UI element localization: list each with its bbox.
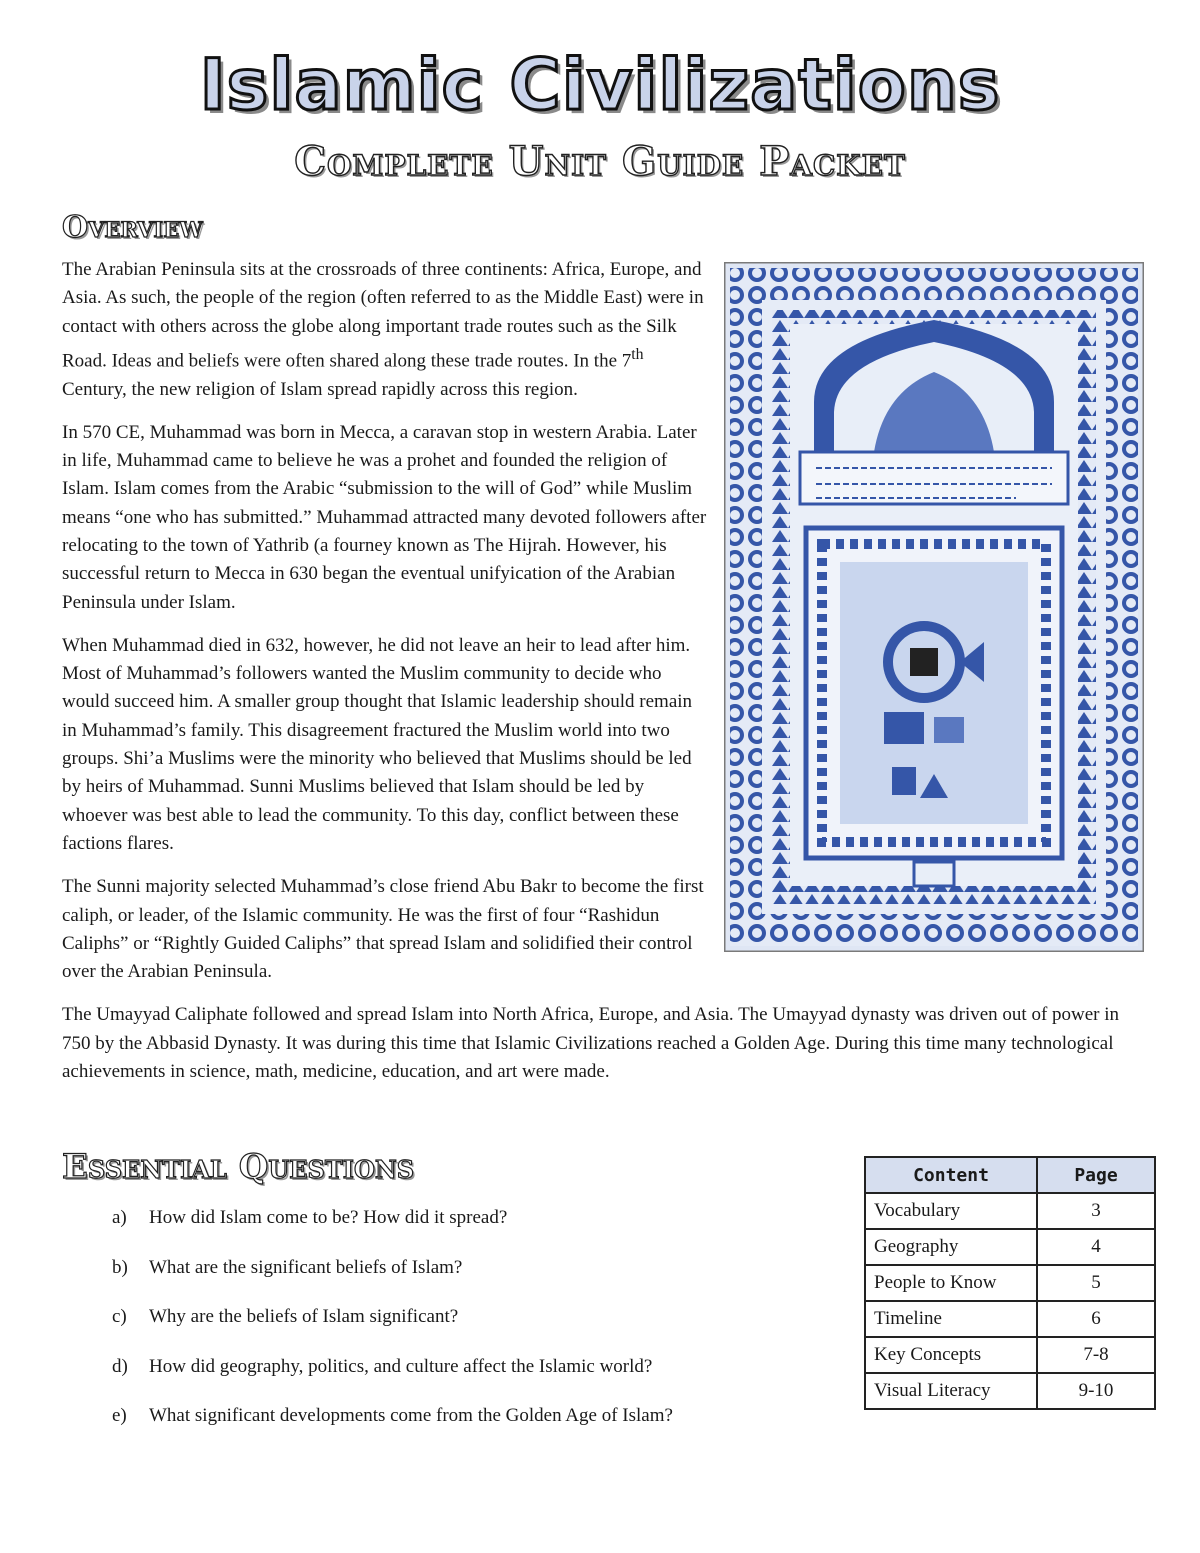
question-letter: a) [112, 1207, 127, 1228]
table-row [865, 1301, 1155, 1337]
content-column-header: Content [865, 1157, 1037, 1193]
list-item [112, 1303, 812, 1331]
question-text: How did Islam come to be? How did it spread? [149, 1207, 508, 1228]
list-item [112, 1402, 812, 1430]
content-cell: Timeline [865, 1301, 1037, 1337]
content-cell: People to Know [865, 1265, 1037, 1301]
question-text: What significant developments come from the Golden Age of Islam? [149, 1405, 673, 1426]
list-item [112, 1254, 812, 1282]
overview-paragraph-3: When Muhammad died in 632, however, he did not leave an heir to lead after him. Most of Muhammad’s followers wanted the Muslim community to decide who would succeed him. A smaller group thought that Islamic leadership should remain in Muhammad’s family. This disagreement fractured the Muslim world into two groups. Shi’a Muslims were the minority who believed that Muslims should be led by heirs of Muhammad. Sunni Muslims believed that Islam should be led by whoever was best able to lead the community. To this day, conflict between these factions flares. [62, 634, 693, 854]
overview-paragraph-2: In 570 CE, Muhammad was born in Mecca, a caravan stop in western Arabia. Later in life, Muhammad came to believe he was a prohet and founded the religion of Islam. Islam comes from the Arabic “submission to the will of God” while Muslim means “one who has submitted.” Muhammad attracted many devoted followers after relocating to the town of Yathrib (a fourney known as The Hijrah. However, his successful return to Mecca in 630 began the eventual unifyication of the Arabian Peninsula under Islam. [62, 421, 707, 613]
page-cell: 4 [1037, 1229, 1155, 1265]
table-row [865, 1373, 1155, 1409]
content-cell: Vocabulary [865, 1193, 1037, 1229]
list-item [112, 1204, 812, 1232]
table-header-row [865, 1157, 1155, 1193]
page-cell: 5 [1037, 1265, 1155, 1301]
list-item [112, 1353, 812, 1381]
question-text: How did geography, politics, and culture affect the Islamic world? [149, 1355, 653, 1377]
contents-table [864, 1156, 1156, 1410]
ordinal-suffix: th [631, 345, 644, 363]
essential-questions-list [112, 1204, 812, 1452]
question-letter: e) [112, 1405, 127, 1426]
essential-questions-heading: Essential Questions [62, 1147, 415, 1187]
table-row [865, 1265, 1155, 1301]
overview-p1-start: The Arabian Peninsula sits at the crossroads of three continents: Africa, Europe, and Asia. As such, the people of the region (often referred to as the Middle East) were in contact with others across the globe along important trade routes such as the Silk Road. Ideas and beliefs were often shared along these trade routes. In the 7 [62, 259, 704, 372]
page-title: Islamic Civilizations [199, 44, 1001, 126]
overview-paragraph-4: The Sunni majority selected Muhammad’s close friend Abu Bakr to become the first caliph, or leader, of the Islamic community. He was the first of four “Rashidun Caliphs” or “Rightly Guided Caliphs” that spread Islam and solidified their control over the Arabian Peninsula. [62, 876, 704, 983]
overview-paragraph-5: The Umayyad Caliphate followed and spread Islam into North Africa, Europe, and Asia. The Umayyad dynasty was driven out of power in 750 by the Abbasid Dynasty. It was during this time that Islamic Civilizations reached a Golden Age. During this time many technological achievements in science, math, medicine, education, and art were made. [62, 1004, 1120, 1083]
table-row [865, 1229, 1155, 1265]
page-cell: 6 [1037, 1301, 1155, 1337]
overview-p1-end: Century, the new religion of Islam spread rapidly across this region. [62, 378, 578, 400]
page-cell: 7-8 [1037, 1337, 1155, 1373]
content-cell: Key Concepts [865, 1337, 1037, 1373]
content-cell: Geography [865, 1229, 1037, 1265]
page-column-header: Page [1037, 1157, 1155, 1193]
overview-body [62, 256, 1142, 1101]
table-row [865, 1193, 1155, 1229]
question-letter: c) [112, 1306, 127, 1327]
content-cell: Visual Literacy [865, 1373, 1037, 1409]
page-subtitle: Complete Unit Guide Packet [294, 138, 906, 185]
question-letter: b) [112, 1256, 128, 1278]
table-row [865, 1337, 1155, 1373]
question-letter: d) [112, 1355, 128, 1377]
page-cell: 3 [1037, 1193, 1155, 1229]
question-text: What are the significant beliefs of Islam? [149, 1256, 463, 1278]
page-cell: 9-10 [1037, 1373, 1155, 1409]
question-text: Why are the beliefs of Islam significant? [149, 1306, 459, 1327]
kaaba-tile-image [724, 262, 1144, 952]
overview-heading: Overview [62, 210, 203, 245]
